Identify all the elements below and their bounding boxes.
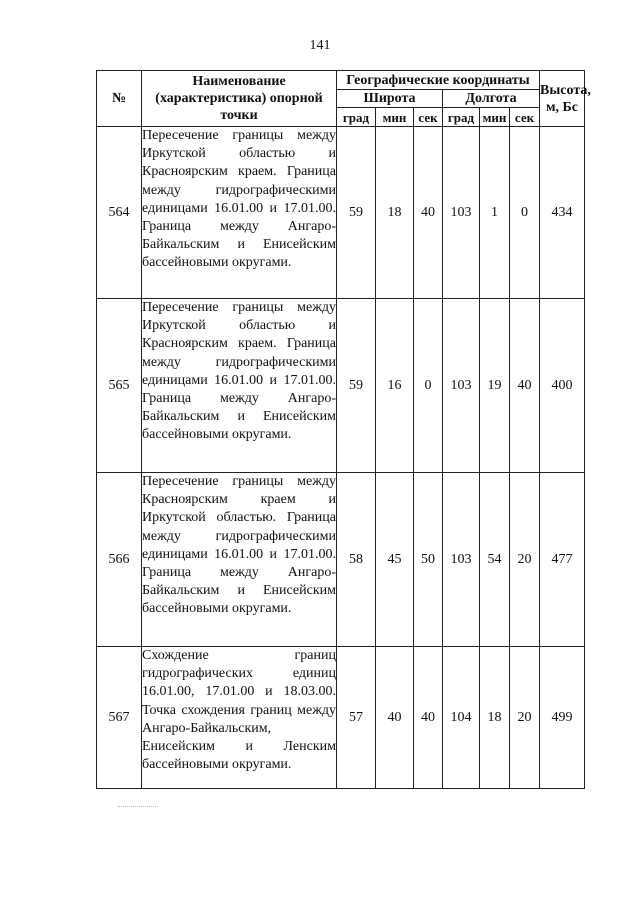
lon-deg-cell: 104 [443, 647, 480, 789]
page-number: 141 [309, 38, 331, 53]
lon-sec-cell: 20 [510, 473, 540, 647]
lat-deg-cell: 58 [337, 473, 376, 647]
lon-deg-cell: 103 [443, 473, 480, 647]
header-height: Высота, м, Бс [540, 71, 585, 127]
row-description: Схождение границ гидрографических единиц 16.01.00, 17.01.00 и 18.03.00. Точка схождения границ между Ангаро-Байкальским, Енисейским и Ленским бассейновыми округами. [142, 647, 337, 789]
header-latitude: Широта [337, 90, 443, 108]
header-lat-deg: град [337, 108, 376, 127]
lat-sec-cell: 50 [414, 473, 443, 647]
lat-deg-cell: 57 [337, 647, 376, 789]
header-geo-coordinates: Географические координаты [337, 71, 540, 90]
lon-sec-cell: 20 [510, 647, 540, 789]
height-cell: 477 [540, 473, 585, 647]
lat-min-cell: 18 [376, 127, 414, 299]
lon-min-cell: 18 [480, 647, 510, 789]
header-lat-min: мин [376, 108, 414, 127]
lat-sec-cell: 40 [414, 647, 443, 789]
row-description: Пересечение границы между Красноярским краем и Иркутской областью. Граница между гидрографическими единицами 16.01.00 и 17.01.00. Граница между Ангаро-Байкальским и Енисейским бассейновыми округами. [142, 473, 337, 647]
lat-deg-cell: 59 [337, 299, 376, 473]
lon-deg-cell: 103 [443, 299, 480, 473]
lon-sec-cell: 40 [510, 299, 540, 473]
lon-min-cell: 1 [480, 127, 510, 299]
lon-min-cell: 54 [480, 473, 510, 647]
header-lon-sec: сек [510, 108, 540, 127]
height-cell: 400 [540, 299, 585, 473]
lat-sec-cell: 0 [414, 299, 443, 473]
lat-sec-cell: 40 [414, 127, 443, 299]
height-cell: 499 [540, 647, 585, 789]
row-number: 564 [97, 127, 142, 299]
lat-min-cell: 16 [376, 299, 414, 473]
lon-min-cell: 19 [480, 299, 510, 473]
lat-deg-cell: 59 [337, 127, 376, 299]
header-lon-deg: град [443, 108, 480, 127]
row-number: 567 [97, 647, 142, 789]
row-number: 565 [97, 299, 142, 473]
lon-sec-cell: 0 [510, 127, 540, 299]
header-lat-sec: сек [414, 108, 443, 127]
row-description: Пересечение границы между Иркутской областью и Красноярским краем. Граница между гидрографическими единицами 16.01.00 и 17.01.00. Граница между Ангаро-Байкальским и Енисейским бассейновыми округами. [142, 299, 337, 473]
scan-artifact-line [118, 806, 158, 807]
table-row [97, 127, 585, 299]
table-row [97, 299, 585, 473]
coordinates-table [96, 70, 591, 789]
height-cell: 434 [540, 127, 585, 299]
table-row [97, 473, 585, 647]
lat-min-cell: 40 [376, 647, 414, 789]
lat-min-cell: 45 [376, 473, 414, 647]
row-description: Пересечение границы между Иркутской областью и Красноярским краем. Граница между гидрографическими единицами 16.01.00 и 17.01.00. Граница между Ангаро-Байкальским и Енисейским бассейновыми округами. [142, 127, 337, 299]
table-row [97, 647, 585, 789]
header-longitude: Долгота [443, 90, 540, 108]
lon-deg-cell: 103 [443, 127, 480, 299]
header-lon-min: мин [480, 108, 510, 127]
header-number: № [97, 71, 142, 127]
header-name: Наименование (характеристика) опорной точки [142, 71, 337, 127]
row-number: 566 [97, 473, 142, 647]
